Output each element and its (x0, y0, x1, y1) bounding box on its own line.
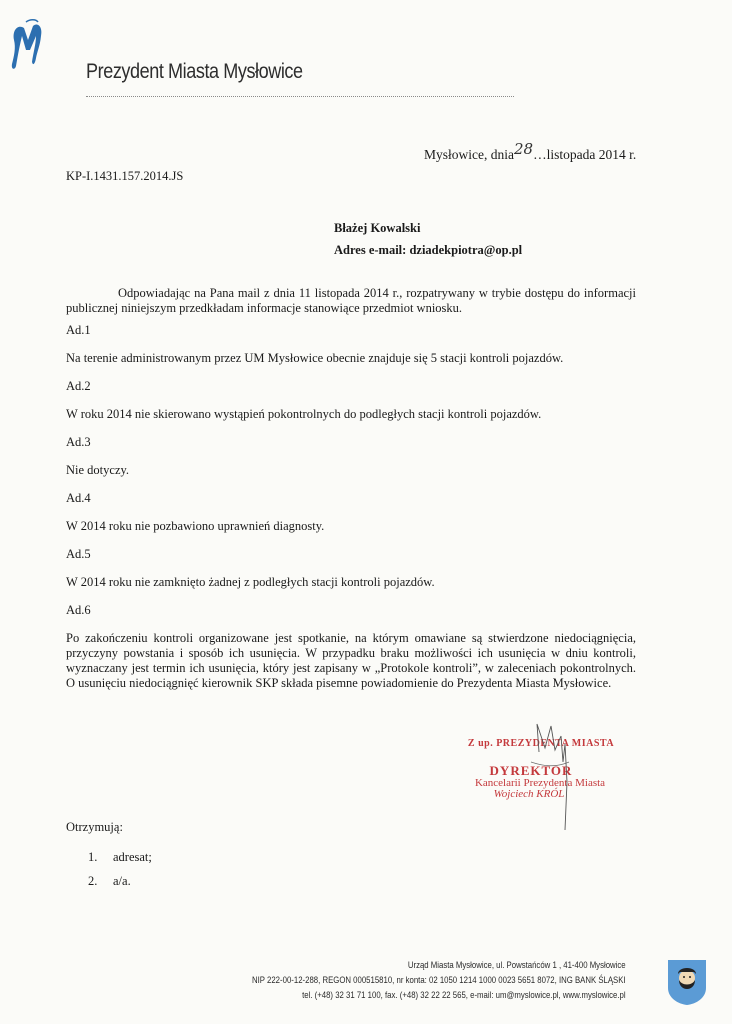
item-text: W roku 2014 nie skierowano wystąpień pokontrolnych do podległych stacji kontroli pojazdów. (66, 407, 542, 421)
item-text: Po zakończeniu kontroli organizowane jest spotkanie, na którym omawiane są stwierdzone niedociągnięcia, przyczyny powstania i sposób ich usunięcia. W przypadku braku możliwości ich usunięcia w dniu kontroli, wyznaczany jest termin ich usunięcia, który jest zapisany w „Protokole kontroli”, w zaleceniach pokontrolnych. O usunięciu niedociągnięć kierownik SKP składa pisemne powiadomienie do Prezydenta Miasta Mysłowice. (66, 631, 636, 690)
list-item-number: 1. (88, 850, 98, 864)
footer-address (252, 958, 626, 1003)
stamp-line-1: Z up. PREZYDENTA MIASTA (467, 738, 615, 749)
city-crest-icon (666, 958, 708, 1006)
letter-body (66, 286, 636, 704)
footer-line-1: Urząd Miasta Mysłowice, ul. Powstańców 1 , 41-400 Mysłowice (408, 960, 626, 971)
stamp-line-2: DYREKTOR (489, 763, 573, 778)
intro-paragraph: Odpowiadając na Pana mail z dnia 11 listopada 2014 r., rozpatrywany w trybie dostępu do informacji publicznej niniejszym przedkładam informacje stanowiące przedmiot wniosku. (66, 286, 636, 315)
recipient-name: Błażej Kowalski (334, 221, 421, 235)
date-suffix: listopada 2014 r. (546, 147, 637, 162)
recipients-list (88, 845, 152, 893)
date-line: Mysłowice, dnia28…listopada 2014 r. (424, 140, 637, 162)
list-item-number: 2. (88, 874, 98, 888)
item-text: W 2014 roku nie pozbawiono uprawnień diagnosty. (66, 519, 325, 533)
city-logo-icon (6, 18, 46, 74)
item-label: Ad.4 (66, 491, 91, 505)
stamp-line-4: Wojciech KRÓL (493, 788, 565, 800)
item-text: Nie dotyczy. (66, 463, 130, 477)
list-item-text: adresat; (113, 850, 152, 864)
item-label: Ad.3 (66, 435, 91, 449)
item-label: Ad.5 (66, 547, 91, 561)
item-label: Ad.1 (66, 323, 91, 337)
item-label: Ad.6 (66, 603, 91, 617)
item-label: Ad.2 (66, 379, 91, 393)
official-stamp (420, 738, 620, 800)
date-day-handwritten: 28 (514, 140, 534, 158)
list-item-text: a/a. (113, 874, 131, 888)
recipient-block (334, 217, 522, 261)
item-text: W 2014 roku nie zamknięto żadnej z podległych stacji kontroli pojazdów. (66, 575, 435, 589)
reference-number: KP-I.1431.157.2014.JS (66, 169, 184, 183)
footer-line-2: NIP 222-00-12-288, REGON 000515810, nr konta: 02 1050 1214 1000 0023 5651 8072, ING BANK ŚLĄSKI (252, 975, 626, 986)
list-item (88, 869, 152, 893)
item-text: Na terenie administrowanym przez UM Mysłowice obecnie znajduje się 5 stacji kontroli pojazdów. (66, 351, 564, 365)
date-prefix: Mysłowice, dnia (424, 147, 514, 162)
recipient-email: Adres e-mail: dziadekpiotra@op.pl (334, 243, 523, 257)
recipients-heading: Otrzymują: (66, 820, 123, 834)
list-item (88, 845, 152, 869)
stamp-line-3: Kancelarii Prezydenta Miasta (474, 777, 606, 789)
letterhead-divider (86, 96, 514, 97)
handwritten-signature-icon (525, 722, 585, 832)
footer-line-3: tel. (+48) 32 31 71 100, fax. (+48) 32 22 22 565, e-mail: um@myslowice.pl, www.myslowice.pl (302, 990, 626, 1001)
letterhead-title: Prezydent Miasta Mysłowice (86, 60, 303, 83)
